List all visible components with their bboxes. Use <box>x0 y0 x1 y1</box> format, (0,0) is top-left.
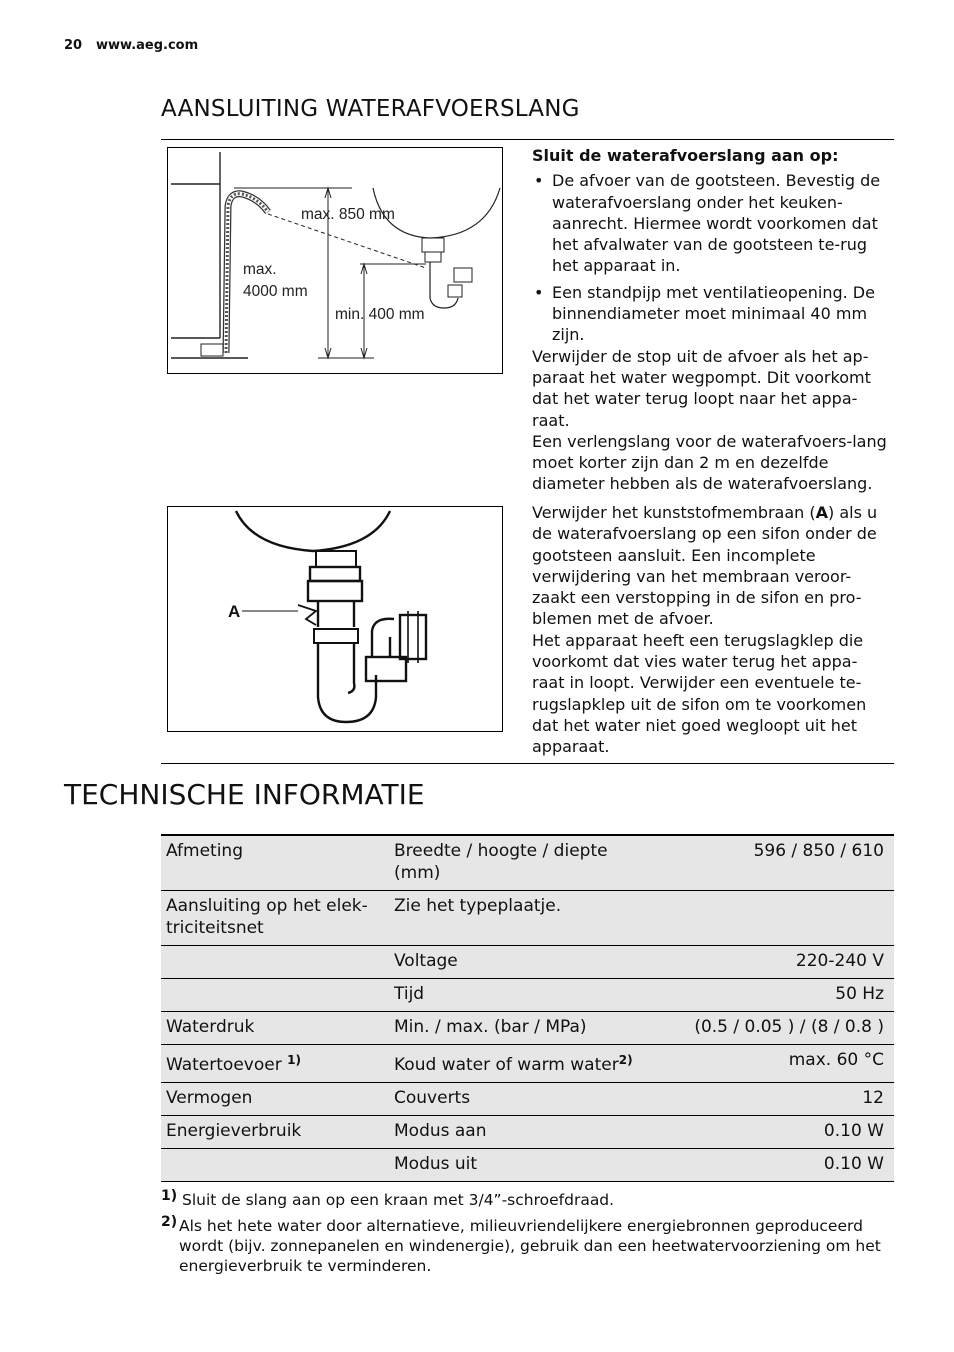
table-cell: Aansluiting op het elek-triciteitsnet <box>161 891 389 946</box>
max-height-label: max. 850 mm <box>301 206 395 223</box>
footnote-ref: 2) <box>618 1053 633 1067</box>
table-cell: Breedte / hoogte / diepte (mm) <box>389 835 651 891</box>
table-cell: 596 / 850 / 610 <box>651 835 894 891</box>
table-cell: max. 60 °C <box>651 1045 894 1083</box>
table-cell: Modus uit <box>389 1149 651 1182</box>
section-top-rule <box>161 139 894 140</box>
max-length-label-line1: max. <box>243 261 277 278</box>
footnote-mark: 2) <box>161 1214 178 1230</box>
table-cell: (0.5 / 0.05 ) / (8 / 0.8 ) <box>651 1012 894 1045</box>
section-bottom-rule <box>161 763 894 764</box>
check-valve-paragraph: Het apparaat heeft een terugslagklep die voorkomt dat vies water terug het appa-raat in loopt. Verwijder een eventuele te-rugslapklep uit de sifon om te voorkomen dat het water niet goed wegloopt uit het apparaat. <box>532 630 867 757</box>
footnote-2 <box>161 1216 894 1276</box>
connect-lead: Sluit de waterafvoerslang aan op: <box>532 146 839 165</box>
list-item: • Een standpijp met ventilatieopening. De binnendiameter moet minimaal 40 mm zijn. <box>532 282 888 346</box>
footnote-mark: 1) <box>161 1188 178 1204</box>
table-cell <box>651 891 894 946</box>
max-length-label-line2: 4000 mm <box>243 283 308 300</box>
drain-hose-instructions <box>532 145 888 495</box>
table-cell <box>161 946 389 979</box>
table-row <box>161 979 894 1012</box>
table-cell: Min. / max. (bar / MPa) <box>389 1012 651 1045</box>
table-cell <box>161 979 389 1012</box>
table-cell: Tijd <box>389 979 651 1012</box>
table-row <box>161 1012 894 1045</box>
table-cell: Energieverbruik <box>161 1116 389 1149</box>
table-row <box>161 1149 894 1182</box>
table-cell <box>161 1149 389 1182</box>
page-number: 20 <box>64 38 83 53</box>
footnote-1 <box>161 1190 894 1210</box>
table-cell: 220-240 V <box>651 946 894 979</box>
min-height-label: min. 400 mm <box>335 306 425 323</box>
table-row <box>161 946 894 979</box>
table-cell: Watertoevoer $^{1)}$ <box>161 1045 389 1083</box>
table-cell: 0.10 W <box>651 1149 894 1182</box>
membrane-instructions <box>532 502 888 758</box>
table-row <box>161 1045 894 1083</box>
table-cell: 12 <box>651 1083 894 1116</box>
siphon-diagram <box>168 507 502 731</box>
membrane-label: A <box>228 602 241 621</box>
section-title-drain-hose: AANSLUITING WATERAFVOERSLANG <box>161 96 580 122</box>
membrane-ref: A <box>815 503 829 522</box>
drain-hose-height-figure <box>167 147 503 374</box>
website-url: www.aeg.com <box>96 38 199 53</box>
siphon-membrane-figure <box>167 506 503 732</box>
membrane-paragraph: Verwijder het kunststofmembraan (A) als u de waterafvoerslang op een sifon onder de gootsteen aansluit. Een incomplete verwijdering van het membraan veroor-zaakt een verstopping in de sifon en pro-blemen met de afvoer. <box>532 503 878 629</box>
section-title-technical: TECHNISCHE INFORMATIE <box>64 778 425 811</box>
technical-info-table <box>161 834 894 1182</box>
table-cell: Waterdruk <box>161 1012 389 1045</box>
footnote-text: Sluit de slang aan op een kraan met 3/4”-schroefdraad. <box>182 1191 615 1209</box>
table-cell: Koud water of warm water$^{2)}$ <box>389 1045 651 1083</box>
stop-removal-paragraph: Verwijder de stop uit de afvoer als het ap-paraat het water wegpompt. Dit voorkomt dat het water terug loopt naar het appa-raat. <box>532 346 871 430</box>
footnote-ref: 1) <box>287 1053 301 1067</box>
table-cell: Couverts <box>389 1083 651 1116</box>
table-cell: Vermogen <box>161 1083 389 1116</box>
table-cell: Voltage <box>389 946 651 979</box>
table-cell: 0.10 W <box>651 1116 894 1149</box>
footnote-text: Als het hete water door alternatieve, milieuvriendelijkere energiebronnen geproduceerd wordt (bijv. zonnepanelen en windenergie), gebruik dan een heetwatervoorziening om het energieverbruik te verminderen. <box>179 1217 881 1275</box>
table-cell: 50 Hz <box>651 979 894 1012</box>
table-cell: Modus aan <box>389 1116 651 1149</box>
drain-hose-diagram <box>168 148 502 373</box>
table-cell: Zie het typeplaatje. <box>389 891 651 946</box>
extension-hose-paragraph: Een verlengslang voor de waterafvoers-lang moet korter zijn dan 2 m en dezelfde diameter hebben als de waterafvoerslang. <box>532 431 887 494</box>
table-row <box>161 835 894 891</box>
table-row <box>161 891 894 946</box>
table-row <box>161 1116 894 1149</box>
list-item: • De afvoer van de gootsteen. Bevestig de waterafvoerslang onder het keuken-aanrecht. Hiermee wordt voorkomen dat het afvalwater van de gootsteen te-rug het apparaat in. <box>532 170 888 276</box>
table-cell: Afmeting <box>161 835 389 891</box>
table-row <box>161 1083 894 1116</box>
connection-options-list <box>532 170 888 345</box>
